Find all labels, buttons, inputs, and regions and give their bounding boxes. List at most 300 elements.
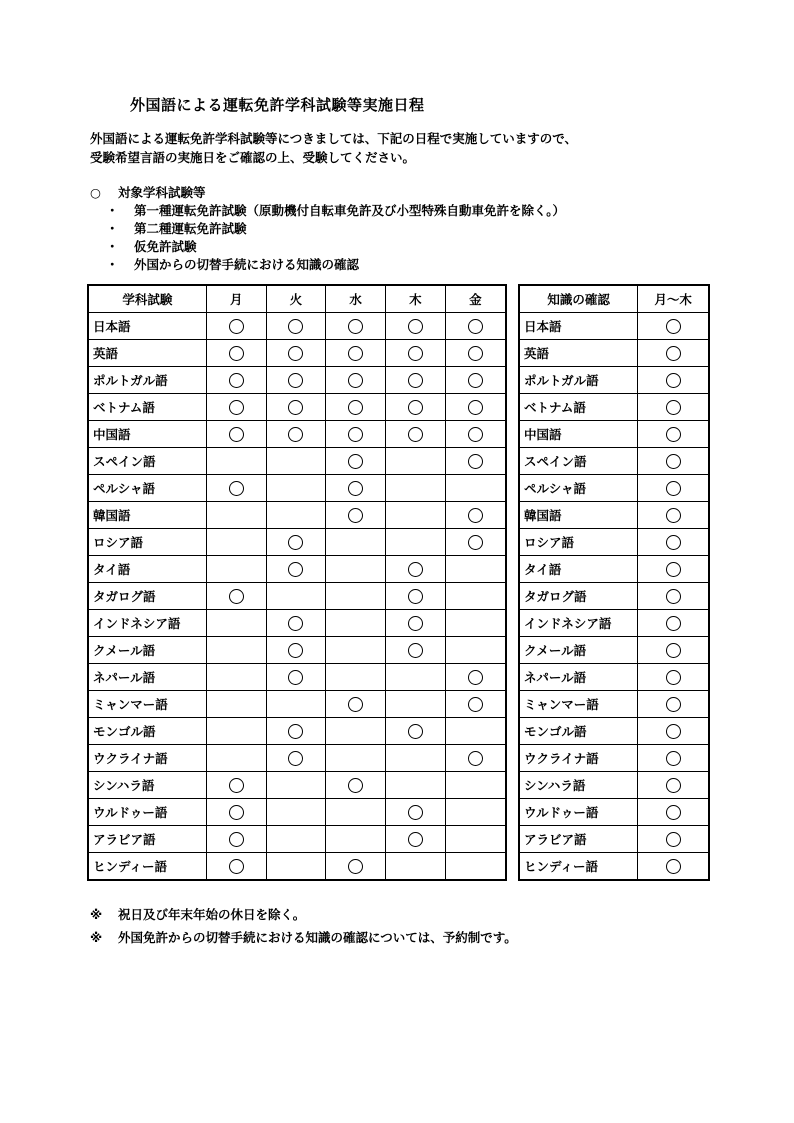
exam-table-row [88,340,506,367]
exam-day-cell-thu [386,718,446,745]
page-title: 外国語による運転免許学科試験等実施日程 [130,96,425,114]
knowledge-table-row [519,448,709,475]
exam-day-cell-tue [266,853,326,881]
exam-day-cell-thu [386,367,446,394]
scope-heading [90,184,565,202]
exam-language-cell: スペイン語 [88,448,206,475]
knowledge-table-row [519,583,709,610]
exam-day-cell-mon [206,799,266,826]
exam-day-cell-mon [206,718,266,745]
exam-day-cell-tue [266,394,326,421]
knowledge-language-cell: ベトナム語 [519,394,638,421]
exam-day-cell-thu [386,853,446,881]
exam-table-row [88,529,506,556]
exam-day-cell-thu [386,475,446,502]
knowledge-availability-cell [638,772,709,799]
available-circle-icon [666,697,681,712]
exam-day-cell-mon [206,772,266,799]
exam-day-cell-wed [326,718,386,745]
available-circle-icon [348,454,363,469]
available-circle-icon [229,832,244,847]
exam-day-cell-mon [206,394,266,421]
knowledge-availability-cell [638,313,709,340]
exam-day-cell-tue [266,772,326,799]
exam-table-row [88,664,506,691]
knowledge-table-row [519,610,709,637]
exam-day-cell-wed [326,340,386,367]
knowledge-availability-cell [638,340,709,367]
exam-day-cell-fri [445,529,506,556]
available-circle-icon [468,508,483,523]
exam-day-cell-thu [386,556,446,583]
available-circle-icon [408,319,423,334]
exam-table-row [88,421,506,448]
knowledge-language-cell: 英語 [519,340,638,367]
knowledge-availability-cell [638,853,709,881]
knowledge-table-row [519,826,709,853]
reference-mark-icon: ※ [90,907,103,922]
dot-bullet-icon: ・ [106,221,119,236]
knowledge-availability-cell [638,583,709,610]
exam-table-row [88,556,506,583]
available-circle-icon [408,724,423,739]
available-circle-icon [666,670,681,685]
available-circle-icon [408,562,423,577]
knowledge-check-table [518,284,710,881]
available-circle-icon [229,589,244,604]
exam-day-cell-fri [445,340,506,367]
exam-day-cell-fri [445,475,506,502]
exam-header-tue: 火 [266,285,326,313]
exam-language-cell: クメール語 [88,637,206,664]
exam-day-cell-wed [326,691,386,718]
knowledge-language-cell: ミャンマー語 [519,691,638,718]
available-circle-icon [348,346,363,361]
available-circle-icon [288,373,303,388]
scope-item-text: 仮免許試験 [134,239,197,254]
available-circle-icon [288,427,303,442]
note-item [90,926,517,949]
exam-day-cell-tue [266,340,326,367]
available-circle-icon [468,697,483,712]
exam-day-cell-mon [206,745,266,772]
exam-day-cell-mon [206,610,266,637]
knowledge-table-row [519,556,709,583]
exam-day-cell-fri [445,367,506,394]
exam-day-cell-wed [326,853,386,881]
exam-day-cell-tue [266,691,326,718]
exam-day-cell-mon [206,313,266,340]
exam-table-row [88,367,506,394]
available-circle-icon [666,346,681,361]
knowledge-availability-cell [638,394,709,421]
knowledge-table-row [519,367,709,394]
exam-table-row [88,583,506,610]
knowledge-language-cell: ペルシャ語 [519,475,638,502]
knowledge-table-row [519,664,709,691]
available-circle-icon [666,562,681,577]
exam-day-cell-tue [266,583,326,610]
exam-day-cell-tue [266,502,326,529]
exam-day-cell-wed [326,664,386,691]
exam-table-row [88,637,506,664]
knowledge-availability-cell [638,529,709,556]
available-circle-icon [408,427,423,442]
knowledge-availability-cell [638,475,709,502]
exam-language-cell: 英語 [88,340,206,367]
knowledge-language-cell: ポルトガル語 [519,367,638,394]
exam-table-row [88,610,506,637]
exam-day-cell-wed [326,583,386,610]
available-circle-icon [288,400,303,415]
available-circle-icon [468,427,483,442]
available-circle-icon [408,373,423,388]
exam-day-cell-fri [445,664,506,691]
available-circle-icon [348,778,363,793]
available-circle-icon [666,481,681,496]
available-circle-icon [288,346,303,361]
knowledge-language-cell: インドネシア語 [519,610,638,637]
scope-section [90,184,565,274]
scope-item-text: 第一種運転免許試験（原動機付自転車免許及び小型特殊自動車免許を除く。） [134,203,566,218]
knowledge-language-cell: スペイン語 [519,448,638,475]
exam-header-thu: 木 [386,285,446,313]
knowledge-language-cell: ウルドゥー語 [519,799,638,826]
exam-day-cell-mon [206,853,266,881]
available-circle-icon [288,643,303,658]
exam-table-header-row [88,285,506,313]
intro-line-2: 受験希望言語の実施日をご確認の上、受験してください。 [90,150,416,165]
available-circle-icon [229,319,244,334]
exam-language-cell: アラビア語 [88,826,206,853]
exam-language-cell: インドネシア語 [88,610,206,637]
exam-day-cell-wed [326,556,386,583]
exam-day-cell-tue [266,313,326,340]
knowledge-availability-cell [638,448,709,475]
scope-item [90,238,565,256]
knowledge-language-cell: タイ語 [519,556,638,583]
available-circle-icon [666,616,681,631]
exam-day-cell-fri [445,583,506,610]
exam-day-cell-wed [326,367,386,394]
exam-table-row [88,745,506,772]
exam-language-cell: シンハラ語 [88,772,206,799]
knowledge-availability-cell [638,421,709,448]
available-circle-icon [666,859,681,874]
exam-language-cell: ヒンディー語 [88,853,206,881]
available-circle-icon [468,400,483,415]
available-circle-icon [288,724,303,739]
knowledge-language-cell: ヒンディー語 [519,853,638,881]
exam-day-cell-fri [445,799,506,826]
knowledge-availability-cell [638,664,709,691]
available-circle-icon [229,373,244,388]
available-circle-icon [288,616,303,631]
exam-day-cell-tue [266,529,326,556]
exam-table-body [88,313,506,881]
exam-language-cell: ミャンマー語 [88,691,206,718]
available-circle-icon [229,805,244,820]
exam-day-cell-wed [326,745,386,772]
exam-day-cell-mon [206,826,266,853]
knowledge-table-row [519,313,709,340]
exam-day-cell-fri [445,502,506,529]
available-circle-icon [408,346,423,361]
exam-day-cell-fri [445,556,506,583]
available-circle-icon [348,508,363,523]
exam-day-cell-wed [326,421,386,448]
exam-language-cell: ポルトガル語 [88,367,206,394]
exam-day-cell-tue [266,718,326,745]
available-circle-icon [229,346,244,361]
knowledge-language-cell: タガログ語 [519,583,638,610]
exam-day-cell-fri [445,394,506,421]
available-circle-icon [468,319,483,334]
exam-language-cell: ネパール語 [88,664,206,691]
exam-day-cell-mon [206,637,266,664]
exam-table-row [88,772,506,799]
available-circle-icon [229,778,244,793]
exam-table-row [88,448,506,475]
available-circle-icon [288,670,303,685]
knowledge-table-row [519,502,709,529]
exam-language-cell: モンゴル語 [88,718,206,745]
knowledge-header-language: 知識の確認 [519,285,638,313]
exam-day-cell-wed [326,799,386,826]
knowledge-language-cell: 日本語 [519,313,638,340]
knowledge-availability-cell [638,826,709,853]
exam-day-cell-mon [206,529,266,556]
note-text: 外国免許からの切替手続における知識の確認については、予約制です。 [118,930,517,945]
knowledge-header-mon-thu: 月～木 [638,285,709,313]
exam-day-cell-tue [266,637,326,664]
available-circle-icon [666,724,681,739]
knowledge-language-cell: ネパール語 [519,664,638,691]
available-circle-icon [666,805,681,820]
exam-header-mon: 月 [206,285,266,313]
exam-day-cell-thu [386,394,446,421]
knowledge-table-row [519,745,709,772]
available-circle-icon [468,670,483,685]
knowledge-availability-cell [638,718,709,745]
knowledge-table-row [519,529,709,556]
exam-table-row [88,799,506,826]
available-circle-icon [288,751,303,766]
exam-day-cell-wed [326,610,386,637]
knowledge-availability-cell [638,610,709,637]
circle-bullet-icon: ○ [90,185,101,200]
knowledge-availability-cell [638,637,709,664]
exam-day-cell-mon [206,583,266,610]
available-circle-icon [666,508,681,523]
available-circle-icon [468,751,483,766]
exam-day-cell-tue [266,556,326,583]
exam-table-row [88,394,506,421]
exam-day-cell-tue [266,448,326,475]
exam-language-cell: 中国語 [88,421,206,448]
exam-day-cell-thu [386,664,446,691]
dot-bullet-icon: ・ [106,239,119,254]
available-circle-icon [408,805,423,820]
scope-item-text: 外国からの切替手続における知識の確認 [134,257,360,272]
available-circle-icon [229,400,244,415]
note-item [90,903,517,926]
available-circle-icon [468,346,483,361]
exam-table-row [88,718,506,745]
available-circle-icon [348,427,363,442]
available-circle-icon [666,751,681,766]
exam-language-cell: ロシア語 [88,529,206,556]
exam-day-cell-tue [266,367,326,394]
exam-day-cell-wed [326,502,386,529]
exam-day-cell-mon [206,340,266,367]
exam-day-cell-thu [386,313,446,340]
available-circle-icon [468,373,483,388]
exam-day-cell-fri [445,826,506,853]
exam-day-cell-mon [206,448,266,475]
available-circle-icon [408,643,423,658]
exam-day-cell-thu [386,448,446,475]
exam-day-cell-thu [386,583,446,610]
available-circle-icon [468,535,483,550]
available-circle-icon [666,400,681,415]
exam-header-wed: 水 [326,285,386,313]
exam-table-row [88,313,506,340]
exam-header-fri: 金 [445,285,506,313]
available-circle-icon [408,616,423,631]
exam-day-cell-thu [386,772,446,799]
exam-language-cell: タガログ語 [88,583,206,610]
knowledge-language-cell: 中国語 [519,421,638,448]
exam-schedule-table [87,284,507,881]
knowledge-language-cell: ウクライナ語 [519,745,638,772]
exam-day-cell-fri [445,637,506,664]
scope-heading-text: 対象学科試験等 [118,185,206,200]
exam-language-cell: 日本語 [88,313,206,340]
exam-day-cell-thu [386,745,446,772]
available-circle-icon [666,454,681,469]
available-circle-icon [666,319,681,334]
knowledge-availability-cell [638,502,709,529]
available-circle-icon [288,319,303,334]
intro-line-1: 外国語による運転免許学科試験等につきましては、下記の日程で実施していますので、 [90,131,578,146]
exam-day-cell-fri [445,853,506,881]
dot-bullet-icon: ・ [106,203,119,218]
exam-day-cell-wed [326,448,386,475]
exam-day-cell-fri [445,313,506,340]
exam-day-cell-wed [326,475,386,502]
available-circle-icon [229,859,244,874]
knowledge-availability-cell [638,367,709,394]
exam-language-cell: ウルドゥー語 [88,799,206,826]
exam-day-cell-fri [445,421,506,448]
exam-day-cell-mon [206,664,266,691]
knowledge-availability-cell [638,691,709,718]
knowledge-table-row [519,475,709,502]
knowledge-table-row [519,394,709,421]
knowledge-language-cell: クメール語 [519,637,638,664]
scope-item [90,256,565,274]
exam-day-cell-wed [326,772,386,799]
exam-day-cell-tue [266,664,326,691]
knowledge-language-cell: モンゴル語 [519,718,638,745]
exam-language-cell: ペルシャ語 [88,475,206,502]
available-circle-icon [229,427,244,442]
exam-day-cell-thu [386,691,446,718]
exam-day-cell-mon [206,691,266,718]
available-circle-icon [666,832,681,847]
exam-day-cell-thu [386,502,446,529]
knowledge-table-row [519,340,709,367]
exam-table-row [88,502,506,529]
reference-mark-icon: ※ [90,930,103,945]
exam-day-cell-thu [386,610,446,637]
exam-day-cell-tue [266,475,326,502]
exam-day-cell-fri [445,610,506,637]
exam-day-cell-fri [445,772,506,799]
intro-text [90,129,577,167]
exam-day-cell-wed [326,394,386,421]
knowledge-language-cell: ロシア語 [519,529,638,556]
available-circle-icon [666,778,681,793]
knowledge-table-row [519,637,709,664]
available-circle-icon [348,319,363,334]
available-circle-icon [666,427,681,442]
available-circle-icon [348,400,363,415]
knowledge-table-row [519,853,709,881]
exam-day-cell-thu [386,529,446,556]
available-circle-icon [348,697,363,712]
notes-section [90,903,517,949]
exam-day-cell-tue [266,799,326,826]
knowledge-availability-cell [638,556,709,583]
note-text: 祝日及び年末年始の休日を除く。 [118,907,306,922]
available-circle-icon [348,859,363,874]
available-circle-icon [666,643,681,658]
available-circle-icon [229,481,244,496]
dot-bullet-icon: ・ [106,257,119,272]
knowledge-table-header-row [519,285,709,313]
exam-language-cell: ウクライナ語 [88,745,206,772]
exam-day-cell-thu [386,340,446,367]
knowledge-availability-cell [638,799,709,826]
exam-day-cell-tue [266,826,326,853]
available-circle-icon [408,832,423,847]
knowledge-language-cell: シンハラ語 [519,772,638,799]
exam-day-cell-fri [445,718,506,745]
exam-language-cell: タイ語 [88,556,206,583]
exam-day-cell-wed [326,313,386,340]
exam-day-cell-wed [326,637,386,664]
exam-day-cell-thu [386,421,446,448]
exam-day-cell-thu [386,826,446,853]
exam-language-cell: 韓国語 [88,502,206,529]
exam-day-cell-mon [206,367,266,394]
knowledge-availability-cell [638,745,709,772]
exam-day-cell-tue [266,745,326,772]
knowledge-table-row [519,421,709,448]
scope-item-text: 第二種運転免許試験 [134,221,247,236]
exam-day-cell-tue [266,610,326,637]
exam-day-cell-mon [206,556,266,583]
exam-day-cell-fri [445,691,506,718]
scope-item [90,220,565,238]
knowledge-table-body [519,313,709,881]
available-circle-icon [468,454,483,469]
knowledge-table-row [519,691,709,718]
exam-day-cell-wed [326,826,386,853]
exam-day-cell-thu [386,637,446,664]
